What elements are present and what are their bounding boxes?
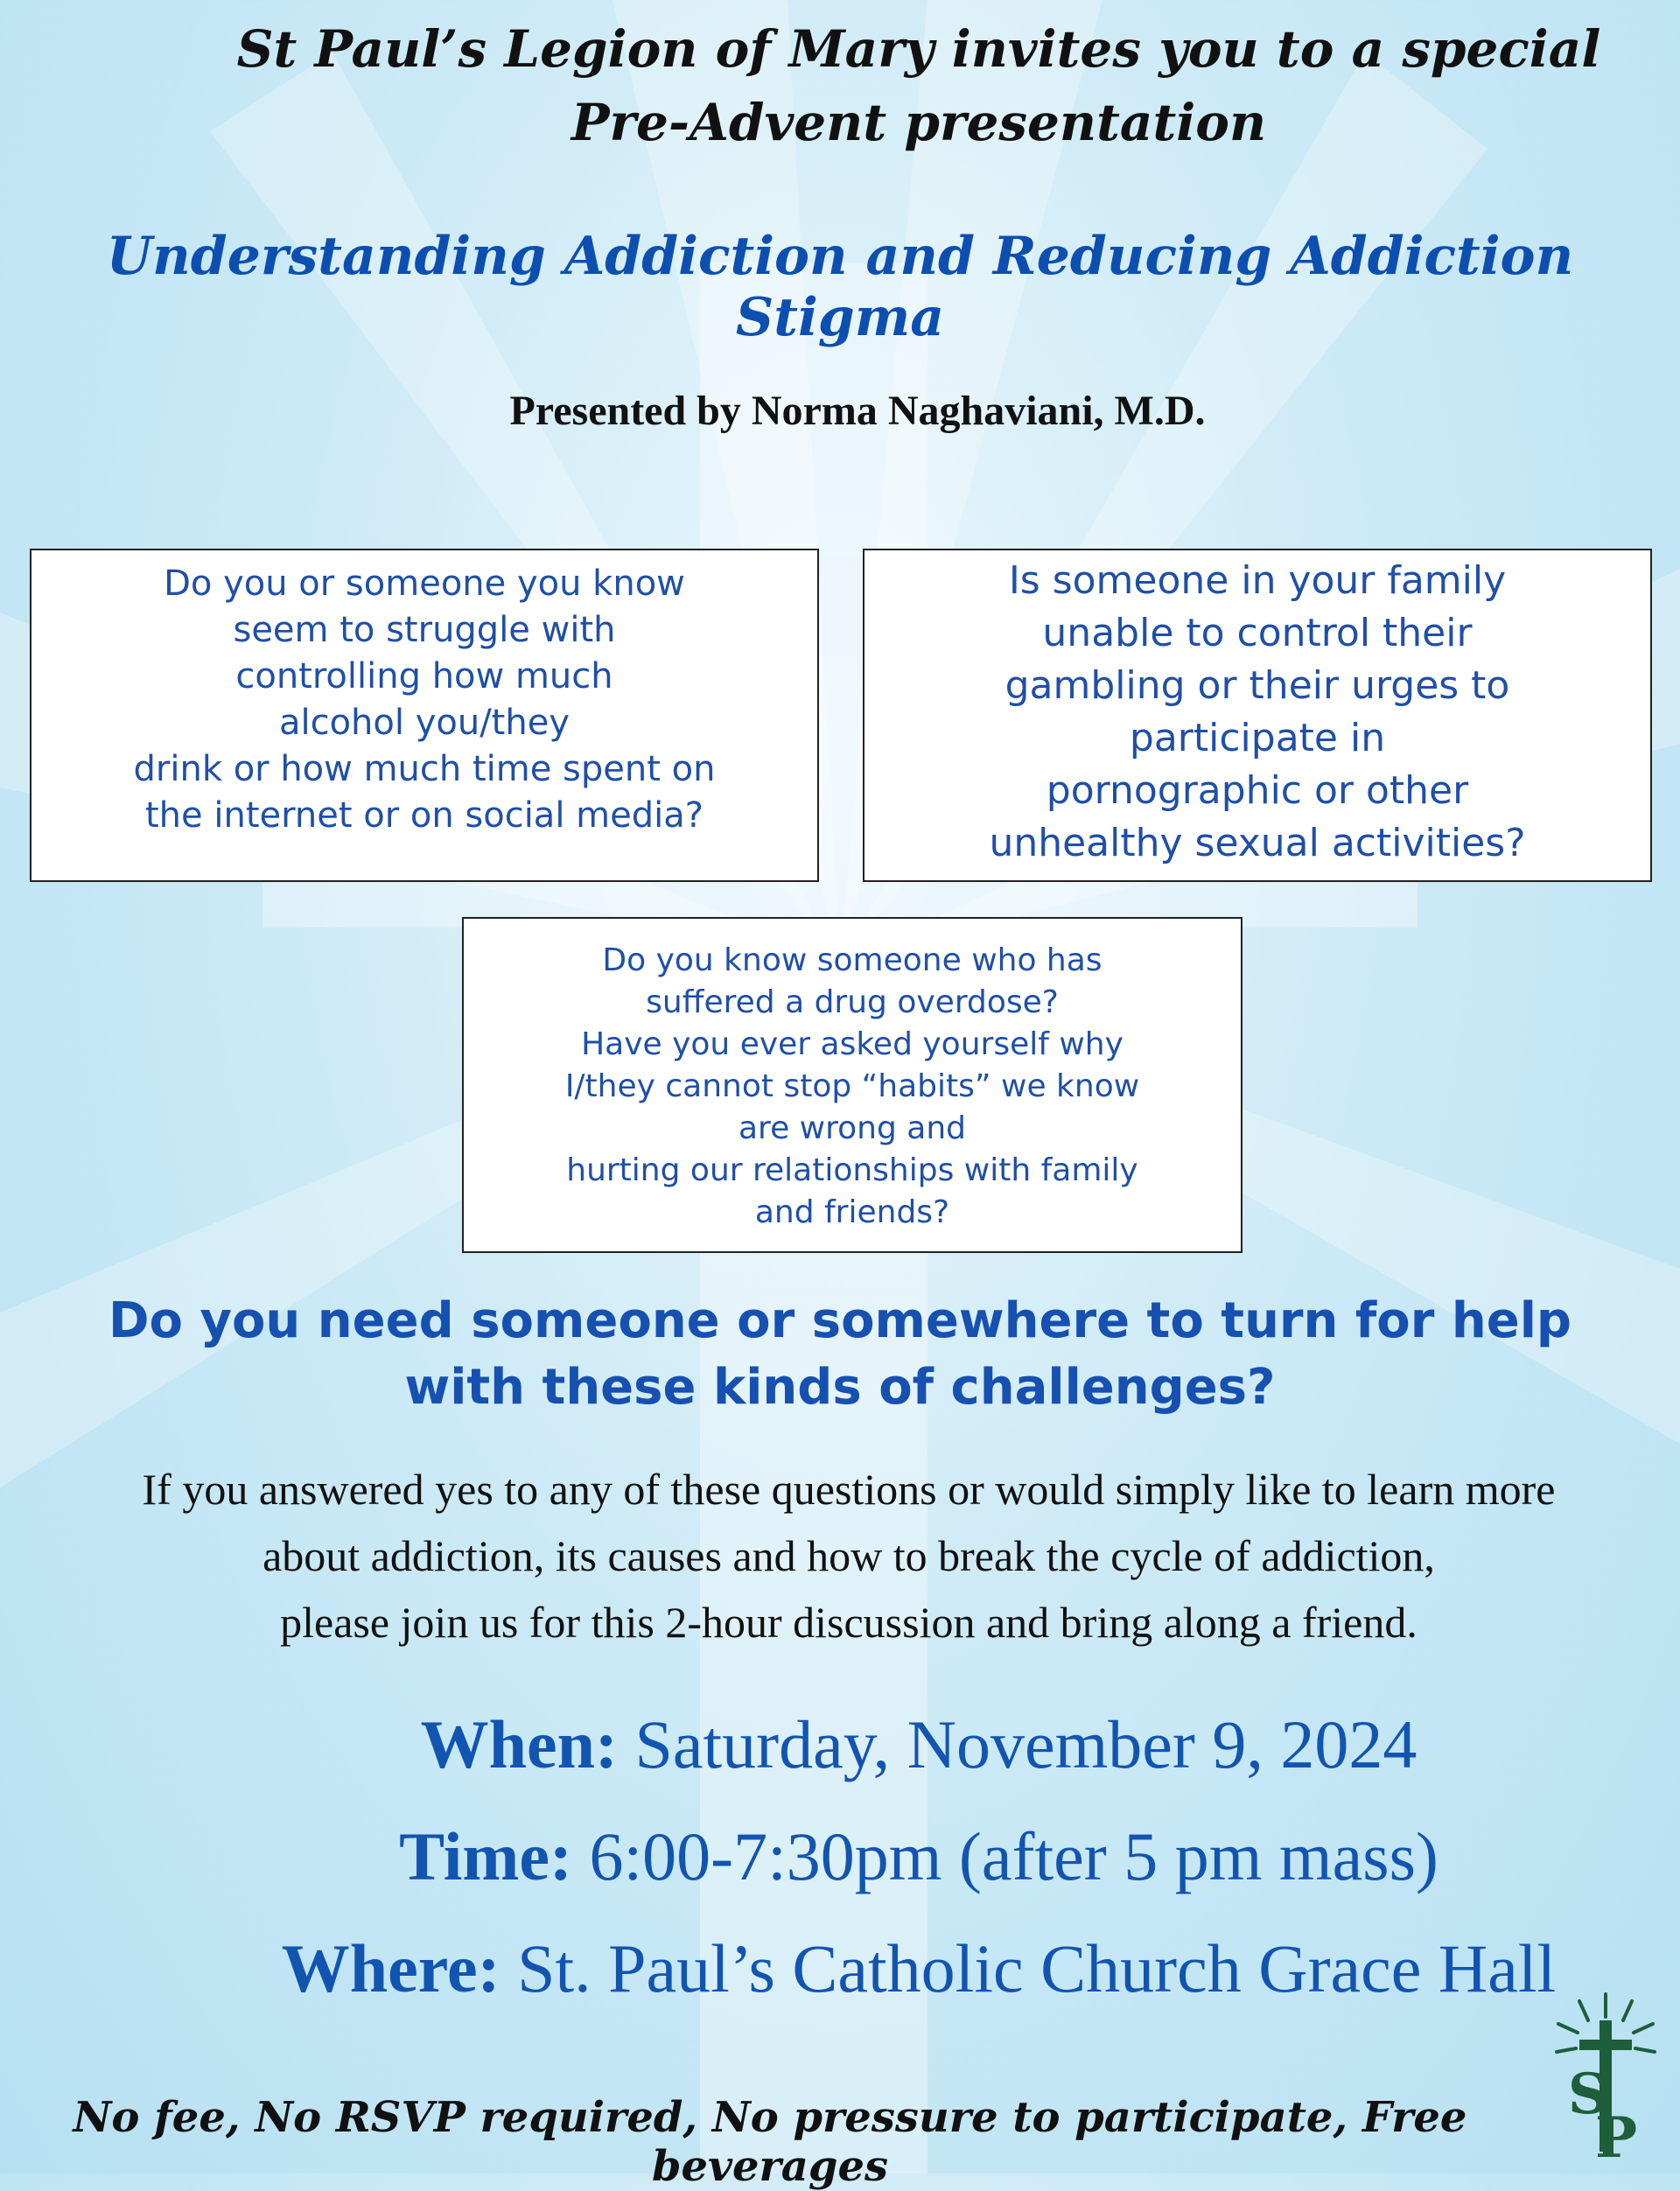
time-value: 6:00-7:30pm (after 5 pm mass): [571, 1818, 1438, 1894]
question-line: Do you know someone who has: [602, 942, 1102, 978]
question-line: gambling or their urges to: [1004, 663, 1510, 708]
logo-letter-s: S: [1567, 2062, 1609, 2127]
question-line: and friends?: [754, 1194, 950, 1230]
question-line: Do you or someone you know: [164, 564, 685, 604]
time-label: Time:: [399, 1818, 572, 1894]
when-label: When:: [420, 1706, 618, 1782]
question-box-overdose: [462, 917, 1242, 1253]
help-heading: [0, 1288, 1680, 1421]
question-line: Is someone in your family: [1008, 558, 1507, 603]
logo-letter-p: P: [1594, 2105, 1638, 2166]
question-line: unhealthy sexual activities?: [989, 821, 1526, 865]
question-box-alcohol-internet: [30, 549, 819, 882]
where-row: [0, 1913, 1680, 2025]
info-paragraph: [0, 1456, 1680, 1656]
presenter-line: Presented by Norma Naghaviani, M.D.: [509, 388, 1206, 434]
event-title: Understanding Addiction and Reducing Addiction Stigma: [106, 226, 1574, 348]
question-box-gambling: [863, 549, 1652, 882]
invitation-line-2: Pre-Advent presentation: [570, 93, 1267, 152]
when-row: [0, 1689, 1680, 1801]
question-line: drink or how much time spent on: [133, 749, 716, 789]
info-line-3: please join us for this 2-hour discussion and bring along a friend.: [280, 1598, 1418, 1647]
info-line-2: about addiction, its causes and how to break the cycle of addiction,: [262, 1531, 1435, 1580]
help-line-2: with these kinds of challenges?: [404, 1359, 1276, 1416]
question-line: Have you ever asked yourself why: [581, 1026, 1124, 1062]
question-line: hurting our relationships with family: [566, 1152, 1138, 1188]
question-line: I/they cannot stop “habits” we know: [564, 1068, 1140, 1104]
question-line: are wrong and: [738, 1110, 966, 1146]
question-line: controlling how much: [235, 656, 613, 696]
question-line: unable to control their: [1042, 611, 1473, 655]
help-line-1: Do you need someone or somewhere to turn for help: [108, 1292, 1572, 1349]
event-details: [0, 1689, 1680, 2025]
footer-note: No fee, No RSVP required, No pressure to participate, Free beverages: [73, 2093, 1467, 2191]
invitation-line-1: St Paul’s Legion of Mary invites you to a special: [236, 19, 1601, 79]
question-line: suffered a drug overdose?: [646, 984, 1059, 1020]
time-row: [0, 1801, 1680, 1913]
where-label: Where:: [281, 1930, 500, 2006]
invitation-heading: [0, 12, 1680, 159]
question-line: participate in: [1129, 716, 1386, 760]
info-line-1: If you answered yes to any of these questions or would simply like to learn more: [142, 1465, 1556, 1514]
question-line: the internet or on social media?: [145, 795, 704, 836]
question-line: alcohol you/they: [278, 703, 570, 743]
question-line: pornographic or other: [1046, 768, 1469, 813]
where-value: St. Paul’s Catholic Church Grace Hall: [500, 1930, 1557, 2006]
question-line: seem to struggle with: [233, 610, 616, 650]
when-value: Saturday, November 9, 2024: [617, 1706, 1418, 1782]
cross-sunburst-icon: [1553, 1991, 1658, 2166]
